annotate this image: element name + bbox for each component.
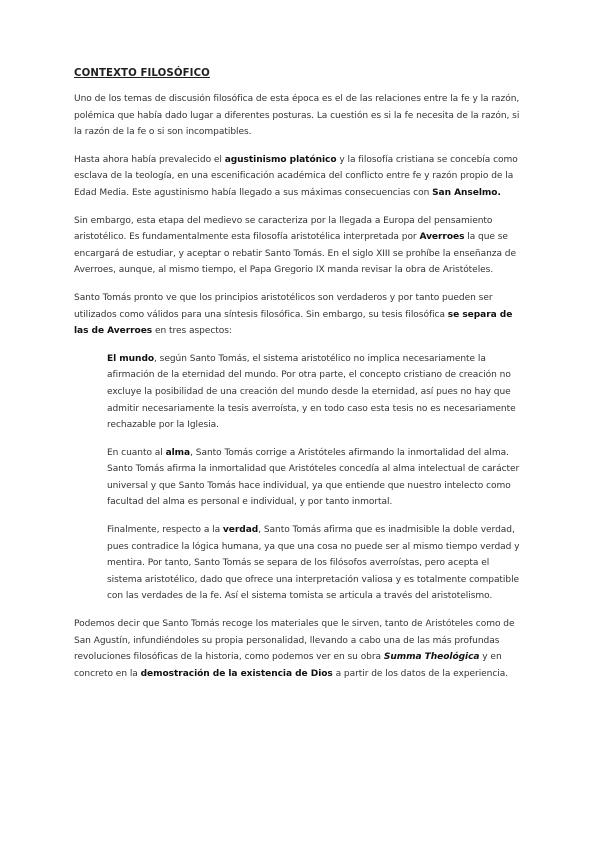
highlight-agustinismo: agustinismo platónico [224, 154, 337, 165]
paragraph-1-text: Uno de los temas de discusión filosófica de esta época es el de las relaciones entre la fe y la razón, polémica que había dado lugar a diferentes posturas. La cuestión es si la fe necesita de la razón, si la razón de la fe o si son incompatibles. [74, 94, 520, 138]
paragraph-4 [74, 290, 526, 340]
paragraph-2 [74, 152, 526, 202]
paragraph-3 [74, 213, 526, 279]
paragraph-mundo [107, 351, 526, 434]
paragraph-4-text-a: Santo Tomás pronto ve que los principios aristotélicos son verdaderos y por tanto pueden ser utilizados como válidos para una síntesis filosófica. Sin embargo, su tesis filosófica [74, 292, 493, 320]
paragraph-3-text-a: Sin embargo, esta etapa del medievo se caracteriza por la llegada a Europa del pensamiento aristotélico. Es fundamentalmente esta filosofía aristotélica interpretada por [74, 215, 493, 243]
paragraph-8 [74, 616, 526, 682]
paragraph-1 [74, 91, 526, 141]
highlight-alma: alma [165, 447, 191, 458]
paragraph-8-text-c: y en concreto en la [74, 652, 502, 679]
paragraph-alma-text-c: , Santo Tomás corrige a Aristóteles afirmando la inmortalidad del alma. Santo Tomás afirma la inmortalidad que Aristóteles concedía al alma intelectual de carácter universal y que Santo Tomás hace individual, ya que entiende que nuestro intelecto como facultad del alma es personal e individual, y por tanto inmortal. [107, 447, 520, 508]
highlight-averroes: Averroes [419, 232, 465, 243]
paragraph-4-text-c: en tres aspectos: [152, 326, 232, 337]
paragraph-3-text-c: la que se encargará de estudiar, y aceptar o rebatir Santo Tomás. En el siglo XIII se prohíbe la enseñanza de Averroes, aunque, al mismo tiempo, el Papa Gregorio IX manda revisar la obra de Aristóteles. [74, 232, 517, 276]
paragraph-2-text-c: y la filosofía cristiana se concebía como esclava de la teología, en una escenificación académica del conflicto entre fe y razón propio de la Edad Media. Este agustinismo había llegado a sus máximas consecuencias con [74, 154, 518, 198]
paragraph-verdad-text-a: Finalmente, respecto a la [107, 525, 223, 536]
highlight-se-separa: se separa de las de Averroes [74, 309, 513, 337]
highlight-verdad: verdad [222, 525, 259, 536]
paragraph-verdad [107, 522, 526, 605]
paragraph-alma [107, 445, 526, 511]
paragraph-verdad-text-c: , Santo Tomás afirma que es inadmisible la doble verdad, pues contradice la lógica humana, ya que una cosa no puede ser al mismo tiempo verdad y mentira. Por tanto, Santo Tomás se separa de los filósofos averroístas, pero acepta el sistema aristotélico, dado que ofrece una interpretación valiosa y es totalmente compatible con las verdades de la fe. Así el sistema tomista se articula a través del aristotelismo. [107, 525, 520, 602]
paragraph-2-text-a: Hasta ahora había prevalecido el [74, 154, 225, 165]
highlight-el-mundo: El mundo [107, 353, 155, 364]
highlight-summa: Summa Theológica [383, 652, 480, 663]
highlight-demostracion: demostración de la existencia de Dios [140, 668, 333, 679]
paragraph-8-text-d: a partir de los datos de la experiencia. [332, 668, 509, 679]
paragraph-alma-text-a: En cuanto al [107, 447, 166, 458]
highlight-san-anselmo: San Anselmo. [432, 187, 501, 198]
paragraph-mundo-text: , según Santo Tomás, el sistema aristotélico no implica necesariamente la afirmación de la eternidad del mundo. Por otra parte, el concepto cristiano de creación no excluye la posibilidad de una creación del mundo desde la eternidad, así pues no hay que admitir necesariamente la tesis averroísta, y en todo caso esta tesis no es necesariamente rechazable por la Iglesia. [107, 353, 516, 431]
page-title: CONTEXTO FILOSÓFICO [74, 68, 210, 79]
paragraph-8-text-a: Podemos decir que Santo Tomás recoge los materiales que le sirven, tanto de Aristóteles como de San Agustín, infundiéndoles su propia personalidad, llevando a cabo una de las más profundas revoluciones filosóficas de la historia, como podemos ver en su obra [74, 619, 515, 663]
